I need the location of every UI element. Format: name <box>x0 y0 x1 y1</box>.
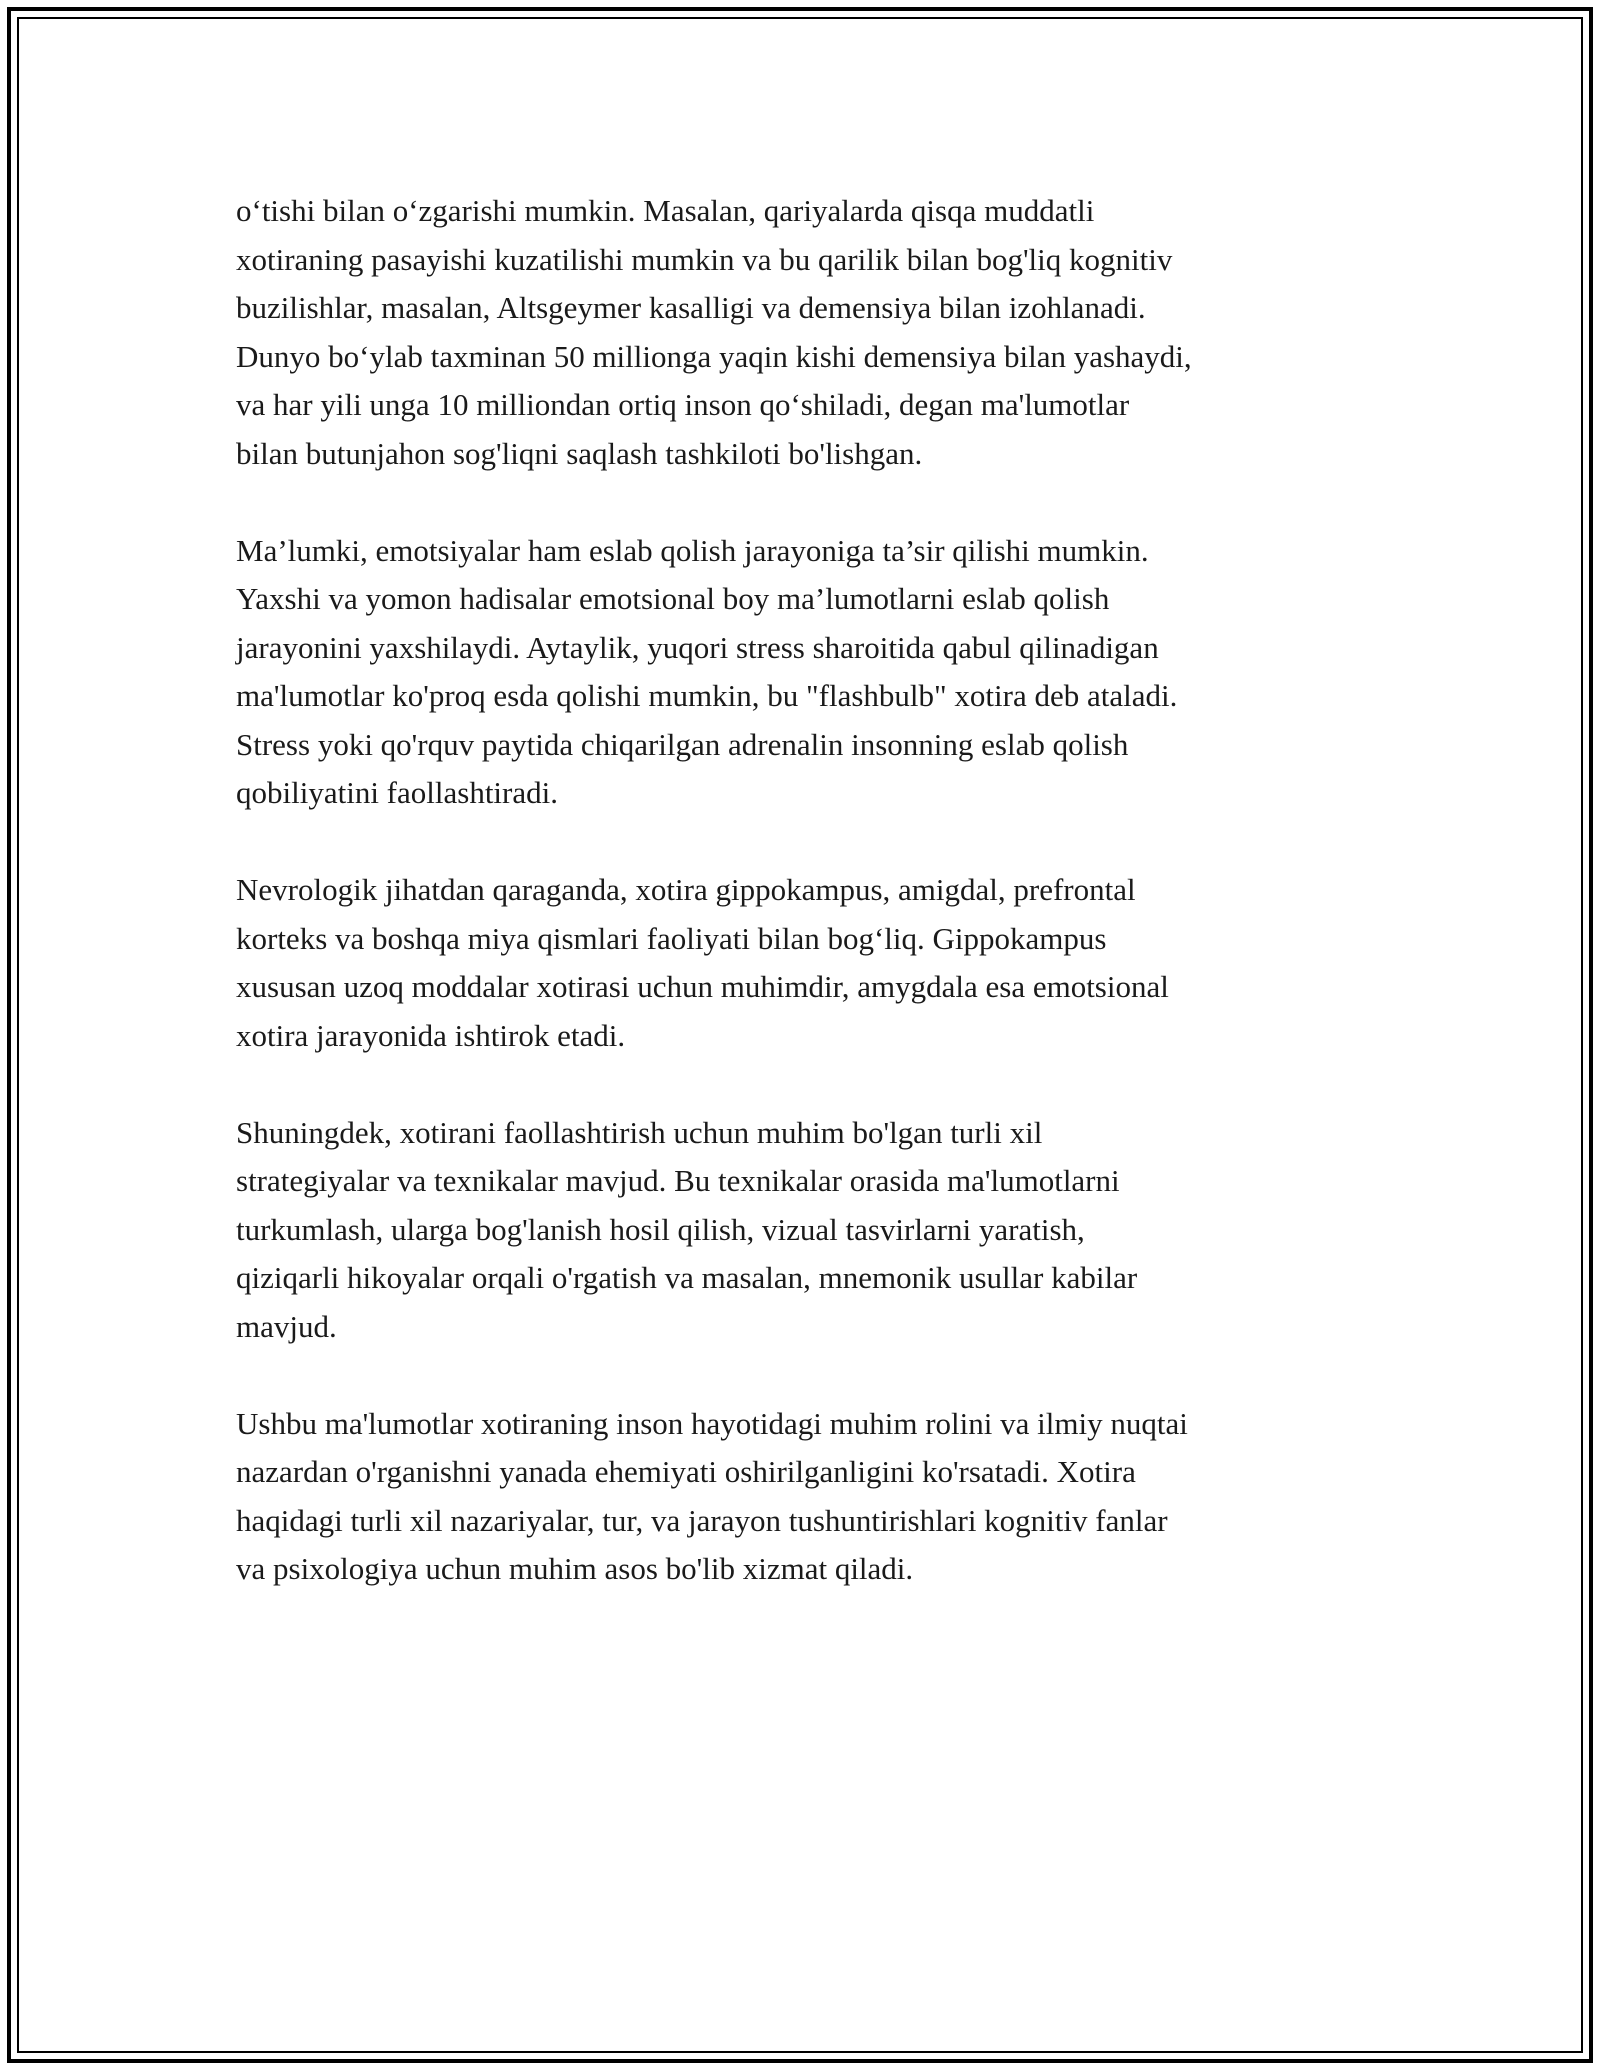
text-line: Ma’lumki, emotsiyalar ham eslab qolish jarayoniga ta’sir qilishi mumkin. <box>236 532 1149 568</box>
text-line: qiziqarli hikoyalar orqali o'rgatish va masalan, mnemonik usullar kabilar <box>236 1260 1138 1295</box>
text-line: Stress yoki qo'rquv paytida chiqarilgan adrenalin insonning eslab qolish <box>236 726 1129 762</box>
text-line: nazardan o'rganishni yanada ehemiyati oshirilganligini ko'rsatadi. Xotira <box>236 1454 1136 1489</box>
text-line: va har yili unga 10 milliondan ortiq inson qoʻshiladi, degan ma'lumotlar <box>236 387 1130 422</box>
text-line: Yaxshi va yomon hadisalar emotsional boy ma’lumotlarni eslab qolish <box>236 581 1110 616</box>
text-line: ma'lumotlar ko'proq esda qolishi mumkin, bu "flashbulb" xotira deb ataladi. <box>236 678 1178 713</box>
text-line: korteks va boshqa miya qismlari faoliyati bilan bogʻliq. Gippokampus <box>236 920 1107 956</box>
text-line: xususan uzoq moddalar xotirasi uchun muhimdir, amygdala esa emotsional <box>236 969 1169 1004</box>
text-line: xotira jarayonida ishtirok etadi. <box>236 1017 626 1053</box>
text-line: mavjud. <box>236 1308 337 1344</box>
text-line: strategiyalar va texnikalar mavjud. Bu texnikalar orasida ma'lumotlarni <box>236 1163 1120 1198</box>
paragraph-5 <box>236 1400 1376 1594</box>
text-line: va psixologiya uchun muhim asos bo'lib xizmat qiladi. <box>236 1551 914 1586</box>
text-line: Ushbu ma'lumotlar xotiraning inson hayotidagi muhim rolini va ilmiy nuqtai <box>236 1405 1188 1441</box>
document-body <box>236 187 1376 1642</box>
text-line: Dunyo boʻylab taxminan 50 millionga yaqin kishi demensiya bilan yashaydi, <box>236 338 1192 374</box>
paragraph-2 <box>236 527 1376 818</box>
paragraph-4 <box>236 1109 1376 1352</box>
text-line: jarayonini yaxshilaydi. Aytaylik, yuqori stress sharoitida qabul qilinadigan <box>236 629 1159 665</box>
paragraph-3 <box>236 866 1376 1060</box>
text-line: Shuningdek, xotirani faollashtirish uchun muhim bo'lgan turli xil <box>236 1114 1043 1150</box>
text-line: Nevrologik jihatdan qaraganda, xotira gippokampus, amigdal, prefrontal <box>236 872 1136 907</box>
text-line: oʻtishi bilan oʻzgarishi mumkin. Masalan, qariyalarda qisqa muddatli <box>236 193 1095 228</box>
text-line: turkumlash, ularga bog'lanish hosil qilish, vizual tasvirlarni yaratish, <box>236 1211 1085 1247</box>
text-line: qobiliyatini faollashtiradi. <box>236 775 558 810</box>
text-line: buzilishlar, masalan, Altsgeymer kasalligi va demensiya bilan izohlanadi. <box>236 290 1146 325</box>
paragraph-1 <box>236 187 1376 478</box>
text-line: haqidagi turli xil nazariyalar, tur, va jarayon tushuntirishlari kognitiv fanlar <box>236 1502 1168 1538</box>
text-line: xotiraning pasayishi kuzatilishi mumkin va bu qarilik bilan bog'liq kognitiv <box>236 241 1173 277</box>
text-line: bilan butunjahon sog'liqni saqlash tashkiloti bo'lishgan. <box>236 435 923 471</box>
